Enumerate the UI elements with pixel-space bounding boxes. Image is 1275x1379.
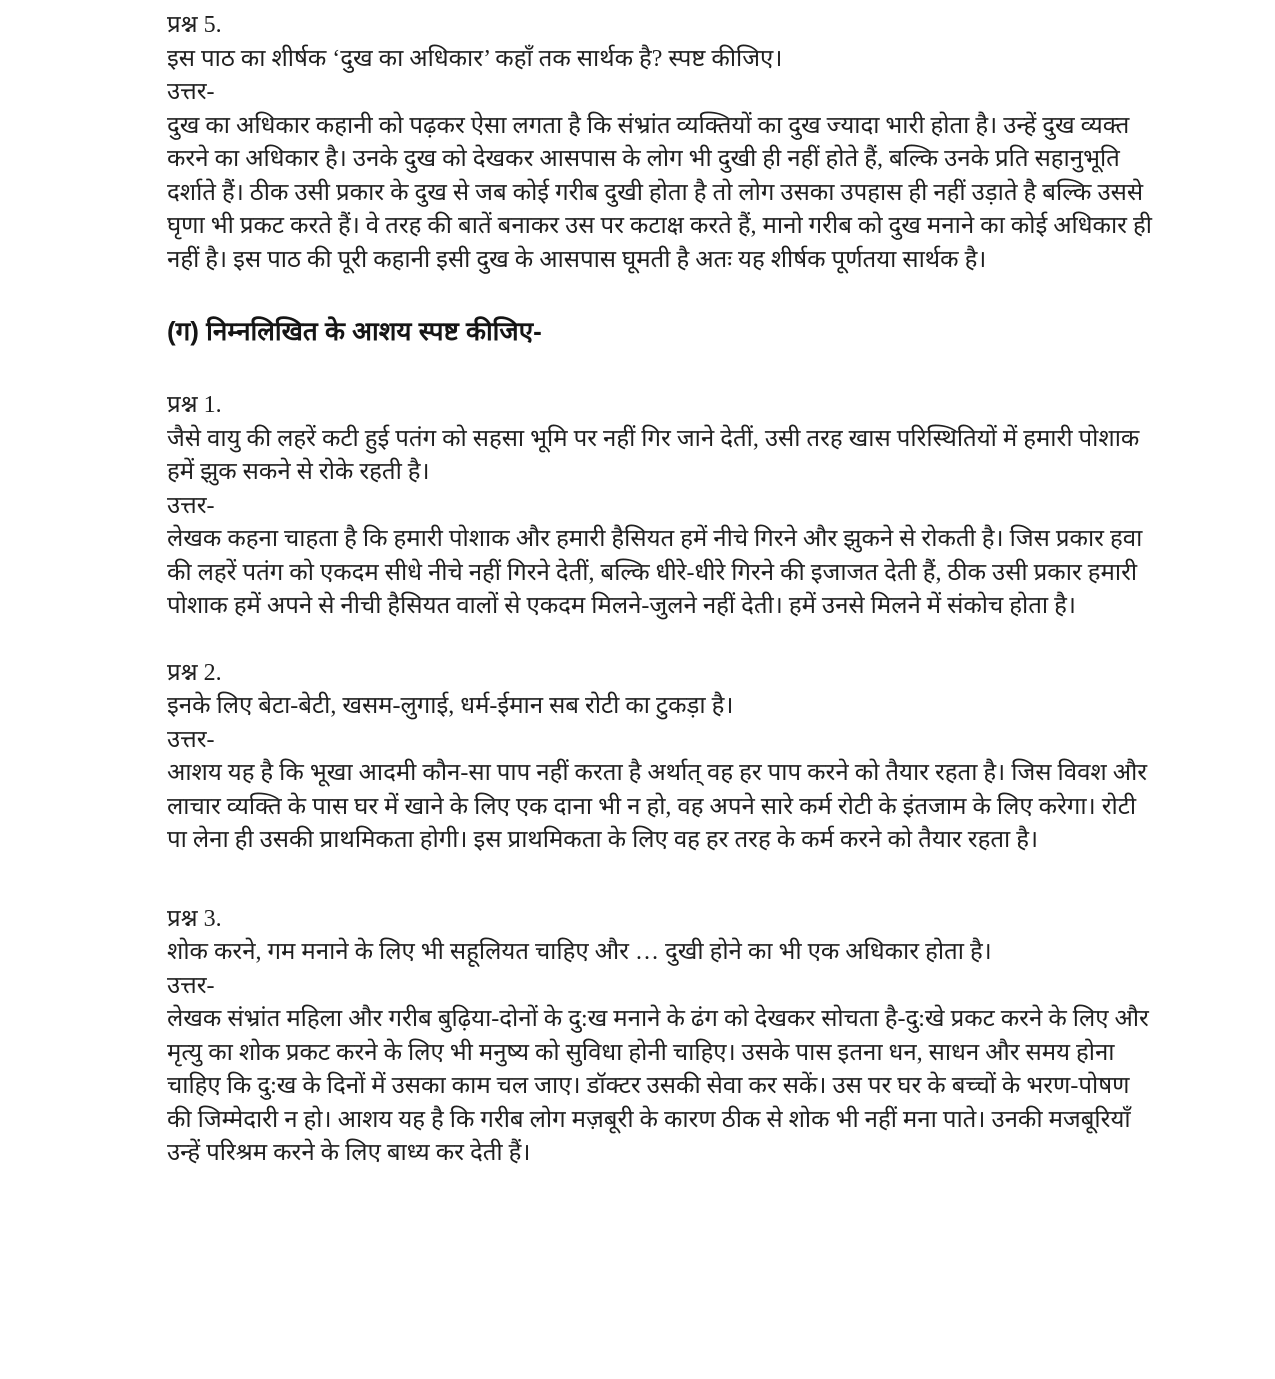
answer-label: उत्तर- xyxy=(167,972,215,999)
answer-label: उत्तर- xyxy=(167,79,215,105)
answer-label: उत्तर- xyxy=(167,492,215,519)
section-heading: (ग) निम्नलिखित के आशय स्पष्ट कीजिए- xyxy=(167,316,542,346)
question-label: प्रश्न 3. xyxy=(167,905,222,932)
question-text: जैसे वायु की लहरें कटी हुई पतंग को सहसा भूमि पर नहीं गिर जाने देतीं, उसी तरह खास परिस्थितियों में हमारी पोशाक हमें झुक सकने से रोके रहती है। xyxy=(167,425,1140,485)
question-text: इनके लिए बेटा-बेटी, खसम-लुगाई, धर्म-ईमान सब रोटी का टुकड़ा है। xyxy=(167,693,734,719)
answer-text: दुख का अधिकार कहानी को पढ़कर ऐसा लगता है कि संभ्रांत व्यक्तियों का दुख ज्यादा भारी होता है। उन्हें दुख व्यक्त करने का अधिकार है। उनके दुख को देखकर आसपास के लोग भी दुखी ही नहीं होते हैं, बल्कि उनके प्रति सहानुभूति दर्शाते हैं। ठीक उसी प्रकार के दुख से जब कोई गरीब दुखी होता है तो लोग उसका उपहास ही नहीं उड़ाते है बल्कि उससे घृणा भी प्रकट करते हैं। वे तरह की बातें बनाकर उस पर कटाक्ष करते हैं, मानो गरीब को दुख मनाने का कोई अधिकार ही नहीं है। इस पाठ की पूरी कहानी इसी दुख के आसपास घूमती है अतः यह शीर्षक पूर्णतया सार्थक है। xyxy=(167,112,1152,273)
question-text: शोक करने, गम मनाने के लिए भी सहूलियत चाहिए और … दुखी होने का भी एक अधिकार होता है। xyxy=(167,939,992,965)
answer-text: लेखक कहना चाहता है कि हमारी पोशाक और हमारी हैसियत हमें नीचे गिरने और झुकने से रोकती है। जिस प्रकार हवा की लहरें पतंग को एकदम सीधे नीचे नहीं गिरने देतीं, बल्कि धीरे-धीरे गिरने की इजाजत देती हैं, ठीक उसी प्रकार हमारी पोशाक हमें अपने से नीची हैसियत वालों से एकदम मिलने-जुलने नहीं देती। हमें उनसे मिलने में संकोच होता है। xyxy=(167,526,1143,619)
question-block-5 xyxy=(167,9,1159,277)
question-text: इस पाठ का शीर्षक ‘दुख का अधिकार’ कहाँ तक सार्थक है? स्पष्ट कीजिए। xyxy=(167,45,783,72)
question-block-2 xyxy=(167,657,1159,858)
question-label: प्रश्न 1. xyxy=(167,392,222,418)
document-content xyxy=(167,9,1159,1171)
question-block-1 xyxy=(167,389,1159,624)
question-label: प्रश्न 2. xyxy=(167,659,222,686)
answer-label: उत्तर- xyxy=(167,726,215,753)
answer-text: आशय यह है कि भूखा आदमी कौन-सा पाप नहीं करता है अर्थात् वह हर पाप करने को तैयार रहता है। जिस विवश और लाचार व्यक्ति के पास घर में खाने के लिए एक दाना भी न हो, वह अपने सारे कर्म रोटी के इंतजाम के लिए करेगा। रोटी पा लेना ही उसकी प्राथमिकता होगी। इस प्राथमिकता के लिए वह हर तरह के कर्म करने को तैयार रहता है। xyxy=(167,760,1148,853)
question-label: प्रश्न 5. xyxy=(167,12,222,38)
answer-text: लेखक संभ्रांत महिला और गरीब बुढ़िया-दोनों के दु:ख मनाने के ढंग को देखकर सोचता है-दु:खे प्रकट करने के लिए और मृत्यु का शोक प्रकट करने के लिए भी मनुष्य को सुविधा होनी चाहिए। उसके पास इतना धन, साधन और समय होना चाहिए कि दु:ख के दिनों में उसका काम चल जाए। डॉक्टर उसकी सेवा कर सकें। उस पर घर के बच्चों के भरण-पोषण की जिम्मेदारी न हो। आशय यह है कि गरीब लोग मज़बूरी के कारण ठीक से शोक भी नहीं मना पाते। उनकी मजबूरियाँ उन्हें परिश्रम करने के लिए बाध्य कर देती हैं। xyxy=(167,1006,1149,1166)
question-block-3 xyxy=(167,903,1159,1171)
